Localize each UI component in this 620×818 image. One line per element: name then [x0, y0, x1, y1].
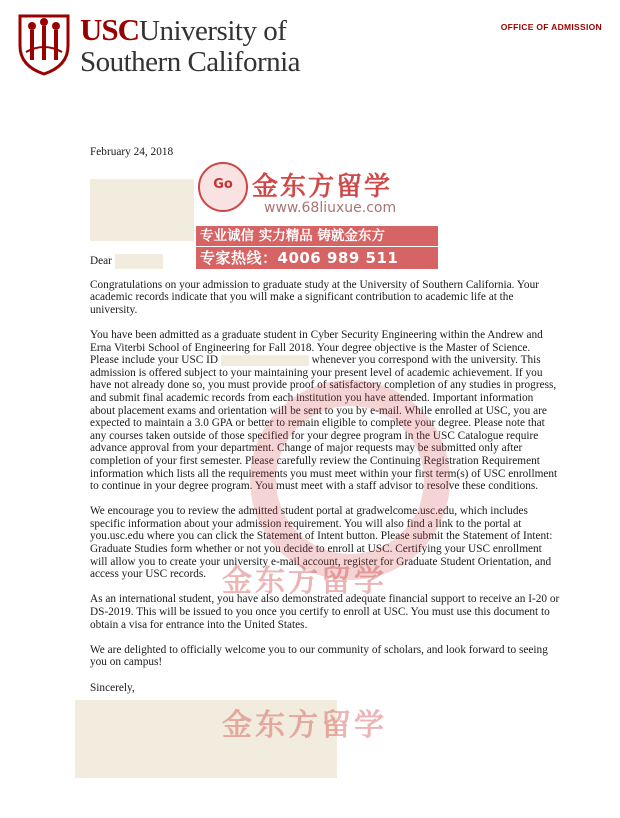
- watermark-bottom-text: 金东方留学: [222, 564, 387, 599]
- paragraph-admission-start: You have been admitted as a graduate student in Cyber Security Engineering within the Andrew and Erna Viterbi School of Engineering for Fall 2018. Your degree objective is the Master of Science. Please include your USC ID: [90, 328, 543, 367]
- watermark-footer-text: 金东方留学: [222, 708, 387, 743]
- watermark-hotline: 专家热线：4006 989 511: [196, 247, 438, 269]
- paragraph-congratulations: Congratulations on your admission to graduate study at the University of Southern California. Your academic records indicate that you will make a significant contribution to academic life at the university.: [90, 278, 539, 316]
- paragraph-welcome: We are delighted to officially welcome you to our community of scholars, and look forward to seeing you on campus!: [90, 643, 548, 669]
- redacted-name: [115, 254, 163, 269]
- usc-seal-icon: [16, 12, 72, 76]
- salutation-text: Dear: [90, 254, 112, 267]
- university-of: University of: [139, 15, 287, 47]
- closing: Sincerely,: [90, 681, 135, 694]
- letter-body: [90, 146, 560, 778]
- paragraph-portal: We encourage you to review the admitted student portal at gradwelcome.usc.edu, which includes specific information about your admission requirement. You will also find a link to the portal at you.usc.edu where you can click the Statement of Intent button. Please submit the Statement of Intent: Graduate Studies form whether or not you decide to enroll at USC. Certifying your USC enrollment will allow you to create your university e-mail account, register for Graduate Student Orientation, and access your USC records.: [90, 505, 553, 581]
- redacted-signature: [75, 700, 337, 778]
- redacted-address: [90, 179, 194, 241]
- letter-date: February 24, 2018: [90, 146, 174, 158]
- university-wordmark: [80, 14, 300, 77]
- southern-california: Southern California: [80, 46, 301, 78]
- paragraph-international: As an international student, you have also demonstrated adequate financial support to receive an I-20 or DS-2019. This will be issued to you once you certify to enroll at USC. You must use this document to obtain a visa for entrance into the United States.: [90, 593, 560, 631]
- letterhead: [10, 8, 610, 78]
- salutation: [90, 254, 560, 272]
- office-of-admission: OFFICE OF ADMISSION: [500, 22, 602, 32]
- watermark-title: 金东方留学: [252, 172, 393, 202]
- paragraph-admission-rest: whenever you correspond with the university. This admission is offered subject to your maintaining your present level of academic achievement. If you have not already done so, you must provide proof of satisfactory completion of any studies in progress, and submit final academic records from each institution you have attended. Important information about placement exams and orientation will be sent to you by e-mail. While enrolled at USC, you are expected to maintain a 3.0 GPA or better to remain eligible to complete your degree. Please note that any courses taken outside of those specified for your degree program in the USC Catalogue require advance approval from your department. Change of major requests may be submitted only after completion of your first semester. Please carefully review the Continuing Registration Requirement information which lists all the requirements you must meet within your first term(s) of USC enrollment to continue in your degree program. You must meet with a staff advisor to resolve these conditions.: [90, 354, 558, 493]
- watermark-url: www.68liuxue.com: [264, 200, 397, 216]
- redacted-usc-id: [221, 355, 309, 366]
- usc-acronym: USC: [80, 12, 140, 47]
- paragraph-admission: [90, 329, 560, 493]
- watermark-slogan: 专业诚信 实力精品 铸就金东方: [196, 226, 438, 246]
- watermark-logo-text: Go: [213, 177, 233, 192]
